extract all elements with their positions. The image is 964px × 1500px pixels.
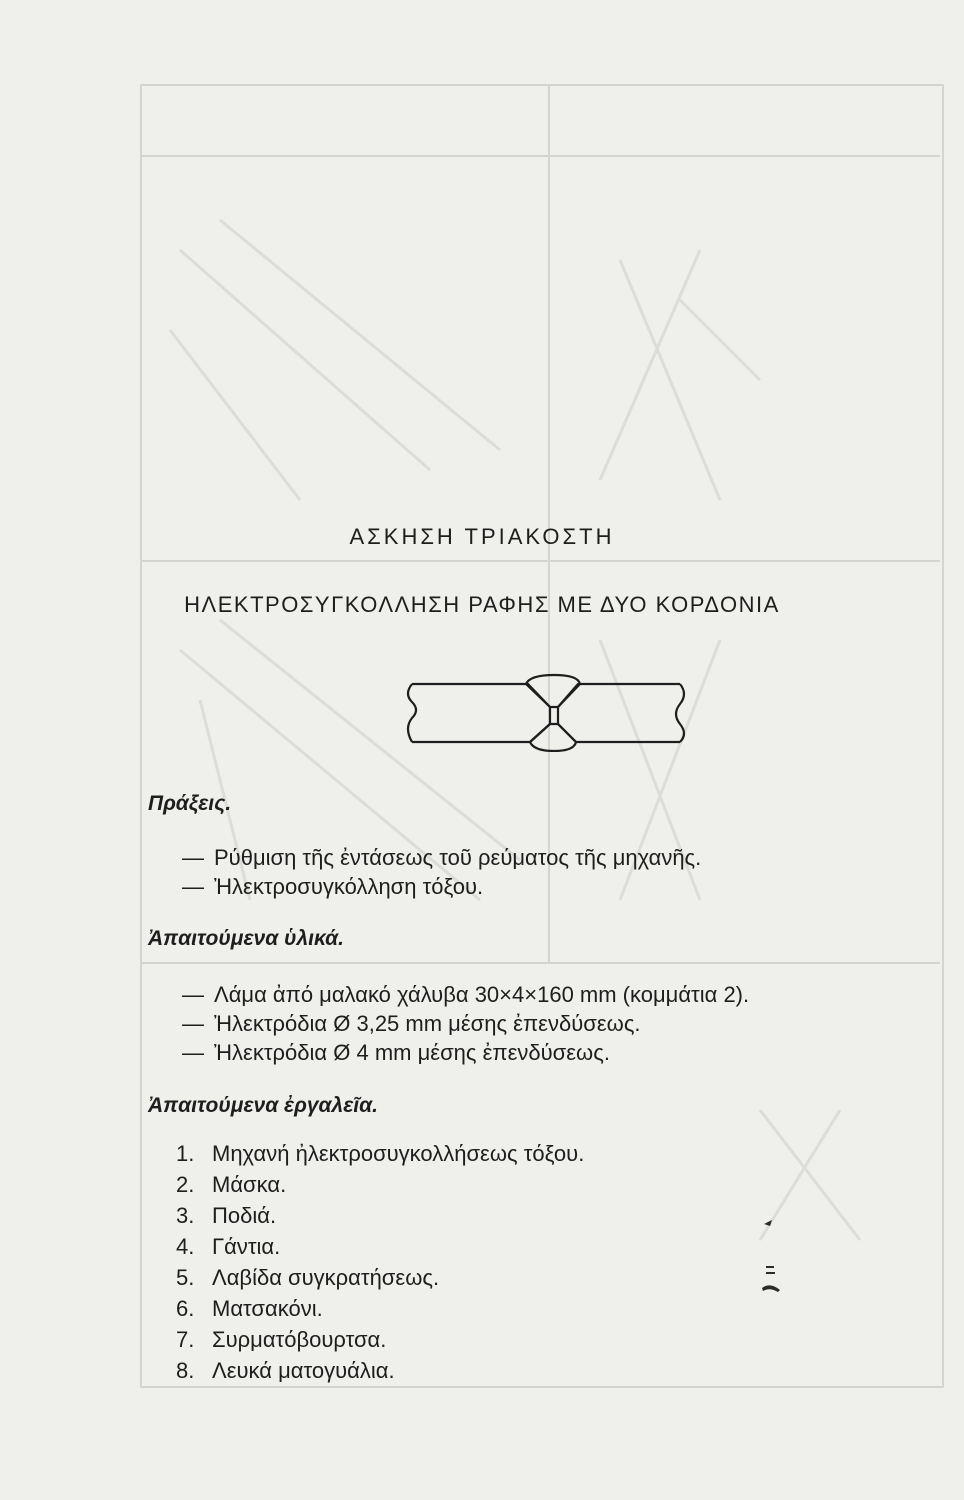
list-item: — Λάμα ἀπό μαλακό χάλυβα 30×4×160 mm (κομμάτια 2). xyxy=(182,982,750,1007)
ink-specks xyxy=(750,1212,810,1302)
list-item: — Ρύθμιση τῆς ἐντάσεως τοῦ ρεύματος τῆς μηχανῆς. xyxy=(182,845,702,870)
left-plate xyxy=(412,684,550,742)
exercise-title: ΑΣΚΗΣΗ ΤΡΙΑΚΟΣΤΗ xyxy=(349,524,615,549)
bottom-weld-bead xyxy=(530,724,576,751)
left-break-line xyxy=(408,684,416,742)
materials-heading: Ἀπαιτούμενα ὑλικά. xyxy=(148,927,344,950)
list-item: 7. Συρματόβουρτσα. xyxy=(176,1327,387,1352)
operations-heading: Πράξεις. xyxy=(148,792,232,815)
right-break-line xyxy=(676,684,684,742)
right-plate xyxy=(558,684,680,742)
list-item: — Ἠλεκτροσυγκόλληση τόξου. xyxy=(182,874,484,899)
list-item: 4. Γάντια. xyxy=(176,1234,281,1259)
list-item: 1. Μηχανή ἠλεκτροσυγκολλήσεως τόξου. xyxy=(176,1141,585,1166)
weld-joint-diagram xyxy=(400,672,700,752)
list-item: 8. Λευκά ματογυάλια. xyxy=(176,1358,395,1383)
list-item: 3. Ποδιά. xyxy=(176,1203,277,1228)
operations-list xyxy=(182,843,701,901)
list-item: 6. Ματσακόνι. xyxy=(176,1296,323,1321)
exercise-subtitle: ΗΛΕΚΤΡΟΣΥΓΚΟΛΛΗΣΗ ΡΑΦΗΣ ΜΕ ΔΥΟ ΚΟΡΔΟΝΙΑ xyxy=(184,592,780,617)
list-item: 2. Μάσκα. xyxy=(176,1172,287,1197)
list-item: — Ἠλεκτρόδια Ø 4 mm μέσης ἐπενδύσεως. xyxy=(182,1040,610,1065)
materials-list xyxy=(182,980,749,1067)
list-item: — Ἠλεκτρόδια Ø 3,25 mm μέσης ἐπενδύσεως. xyxy=(182,1011,641,1036)
top-weld-bead xyxy=(526,675,580,707)
tools-list xyxy=(176,1138,584,1386)
list-item: 5. Λαβίδα συγκρατήσεως. xyxy=(176,1265,440,1290)
tools-heading: Ἀπαιτούμενα ἐργαλεῖα. xyxy=(148,1094,378,1117)
